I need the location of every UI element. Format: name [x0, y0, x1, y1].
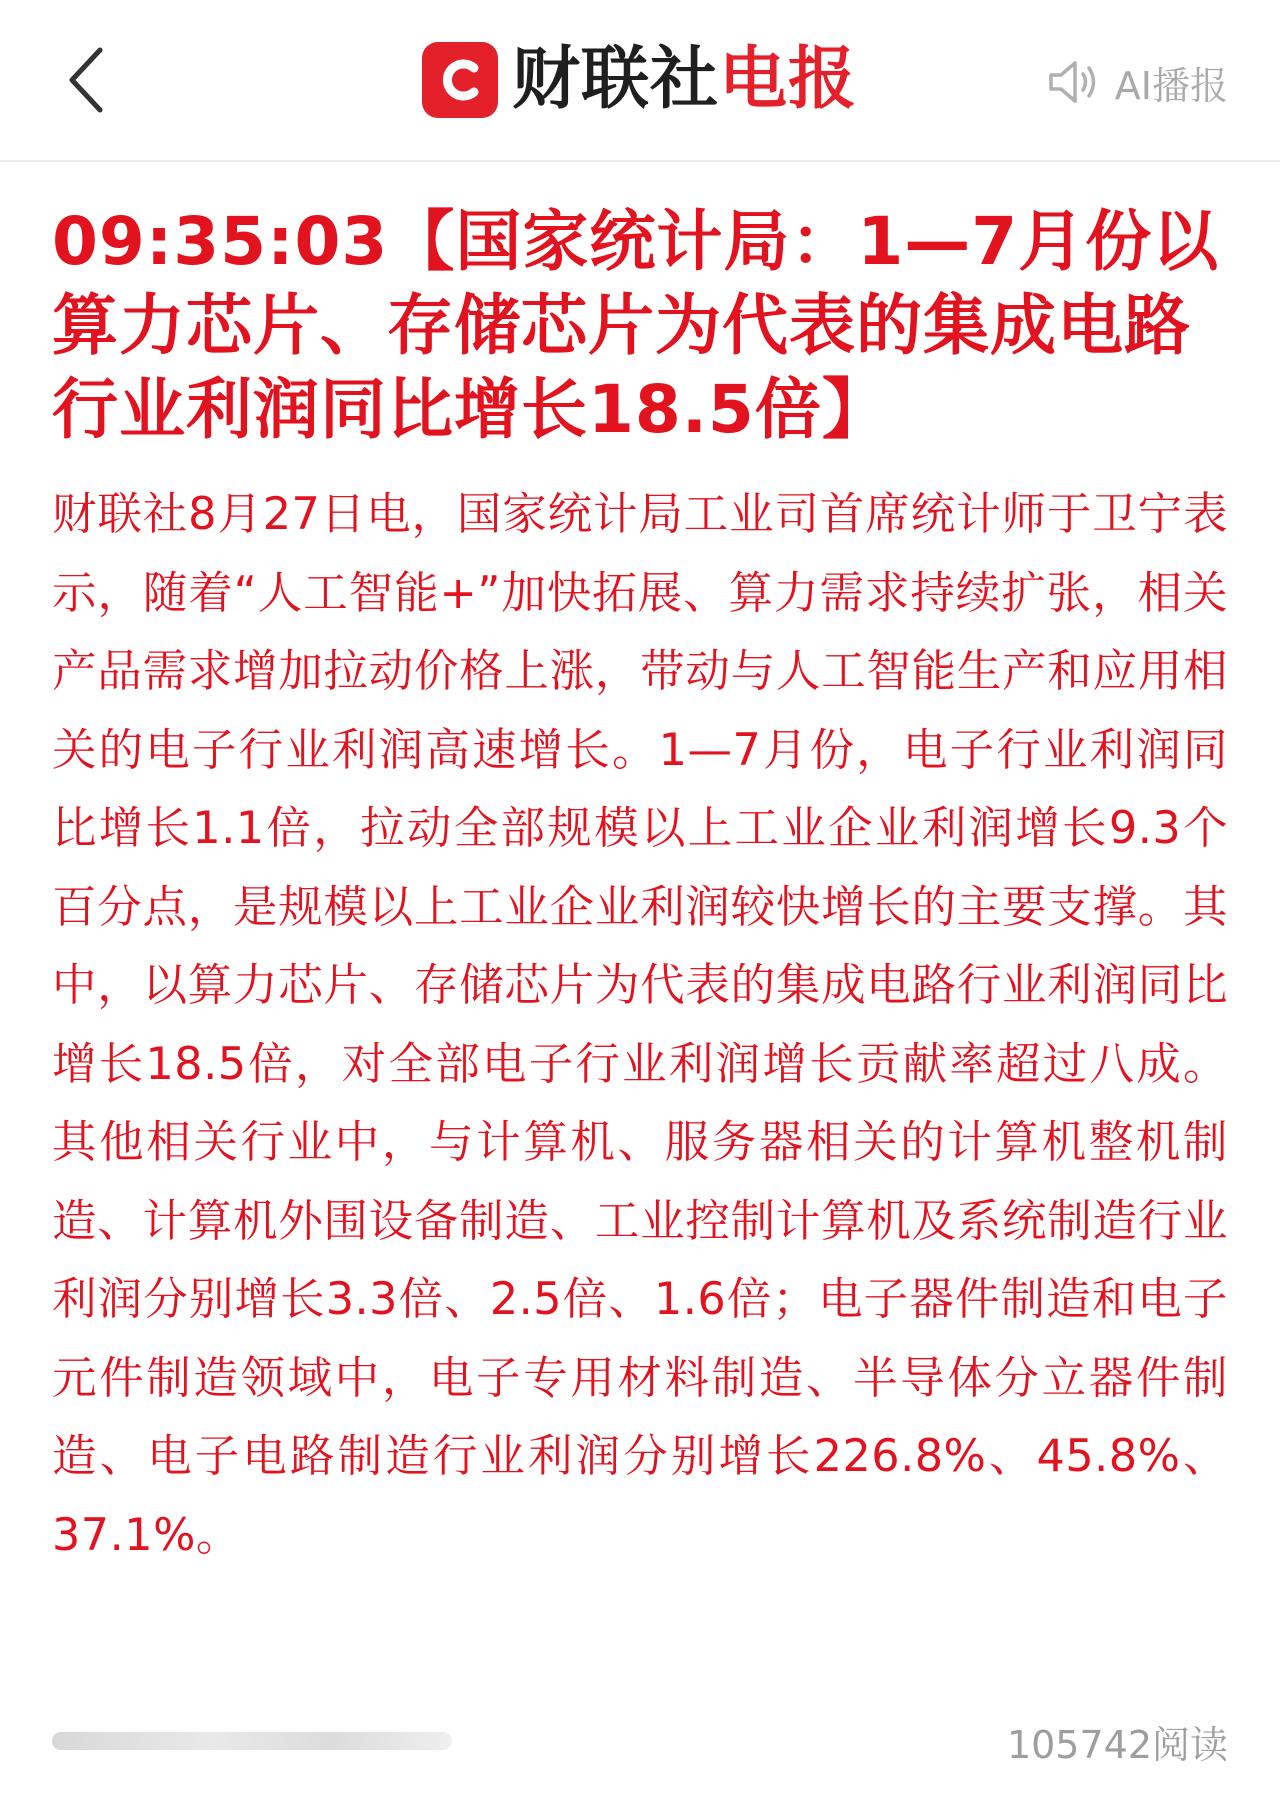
blurred-source-tag	[52, 1732, 452, 1750]
article-footer	[52, 1708, 1228, 1768]
logo-brand-name: 财联社	[512, 40, 720, 119]
back-button[interactable]	[50, 40, 130, 120]
article-body: 财联社8月27日电，国家统计局工业司首席统计师于卫宁表示，随着“人工智能+”加快拓展、算力需求持续扩张，相关产品需求增加拉动价格上涨，带动与人工智能生产和应用相关的电子行业利润高速增长。1—7月份，电子行业利润同比增长1.1倍，拉动全部规模以上工业企业利润增长9.3个百分点，是规模以上工业企业利润较快增长的主要支撑。其中，以算力芯片、存储芯片为代表的集成电路行业利润同比增长18.5倍，对全部电子行业利润增长贡献率超过八成。其他相关行业中，与计算机、服务器相关的计算机整机制造、计算机外围设备制造、工业控制计算机及系统制造行业利润分别增长3.3倍、2.5倍、1.6倍；电子器件制造和电子元件制造领域中，电子专用材料制造、半导体分立器件制造、电子电路制造行业利润分别增长226.8%、45.8%、37.1%。	[52, 489, 1228, 1561]
read-count: 105742阅读	[1006, 1723, 1228, 1767]
chevron-left-icon	[50, 40, 130, 120]
article-headline: 09:35:03【国家统计局：1—7月份以算力芯片、存储芯片为代表的集成电路行业利润同比增长18.5倍】	[52, 203, 1220, 448]
ai-broadcast-label: AI播报	[1114, 63, 1228, 108]
telegraph-article	[52, 200, 1228, 1575]
speaker-icon	[1045, 57, 1101, 107]
ai-broadcast-button[interactable]	[1045, 52, 1228, 112]
app-logo	[422, 40, 857, 120]
top-nav-bar	[0, 0, 1280, 162]
logo-section-name: 电报	[719, 40, 858, 119]
logo-title	[512, 40, 857, 120]
cls-logo-icon	[422, 42, 498, 118]
